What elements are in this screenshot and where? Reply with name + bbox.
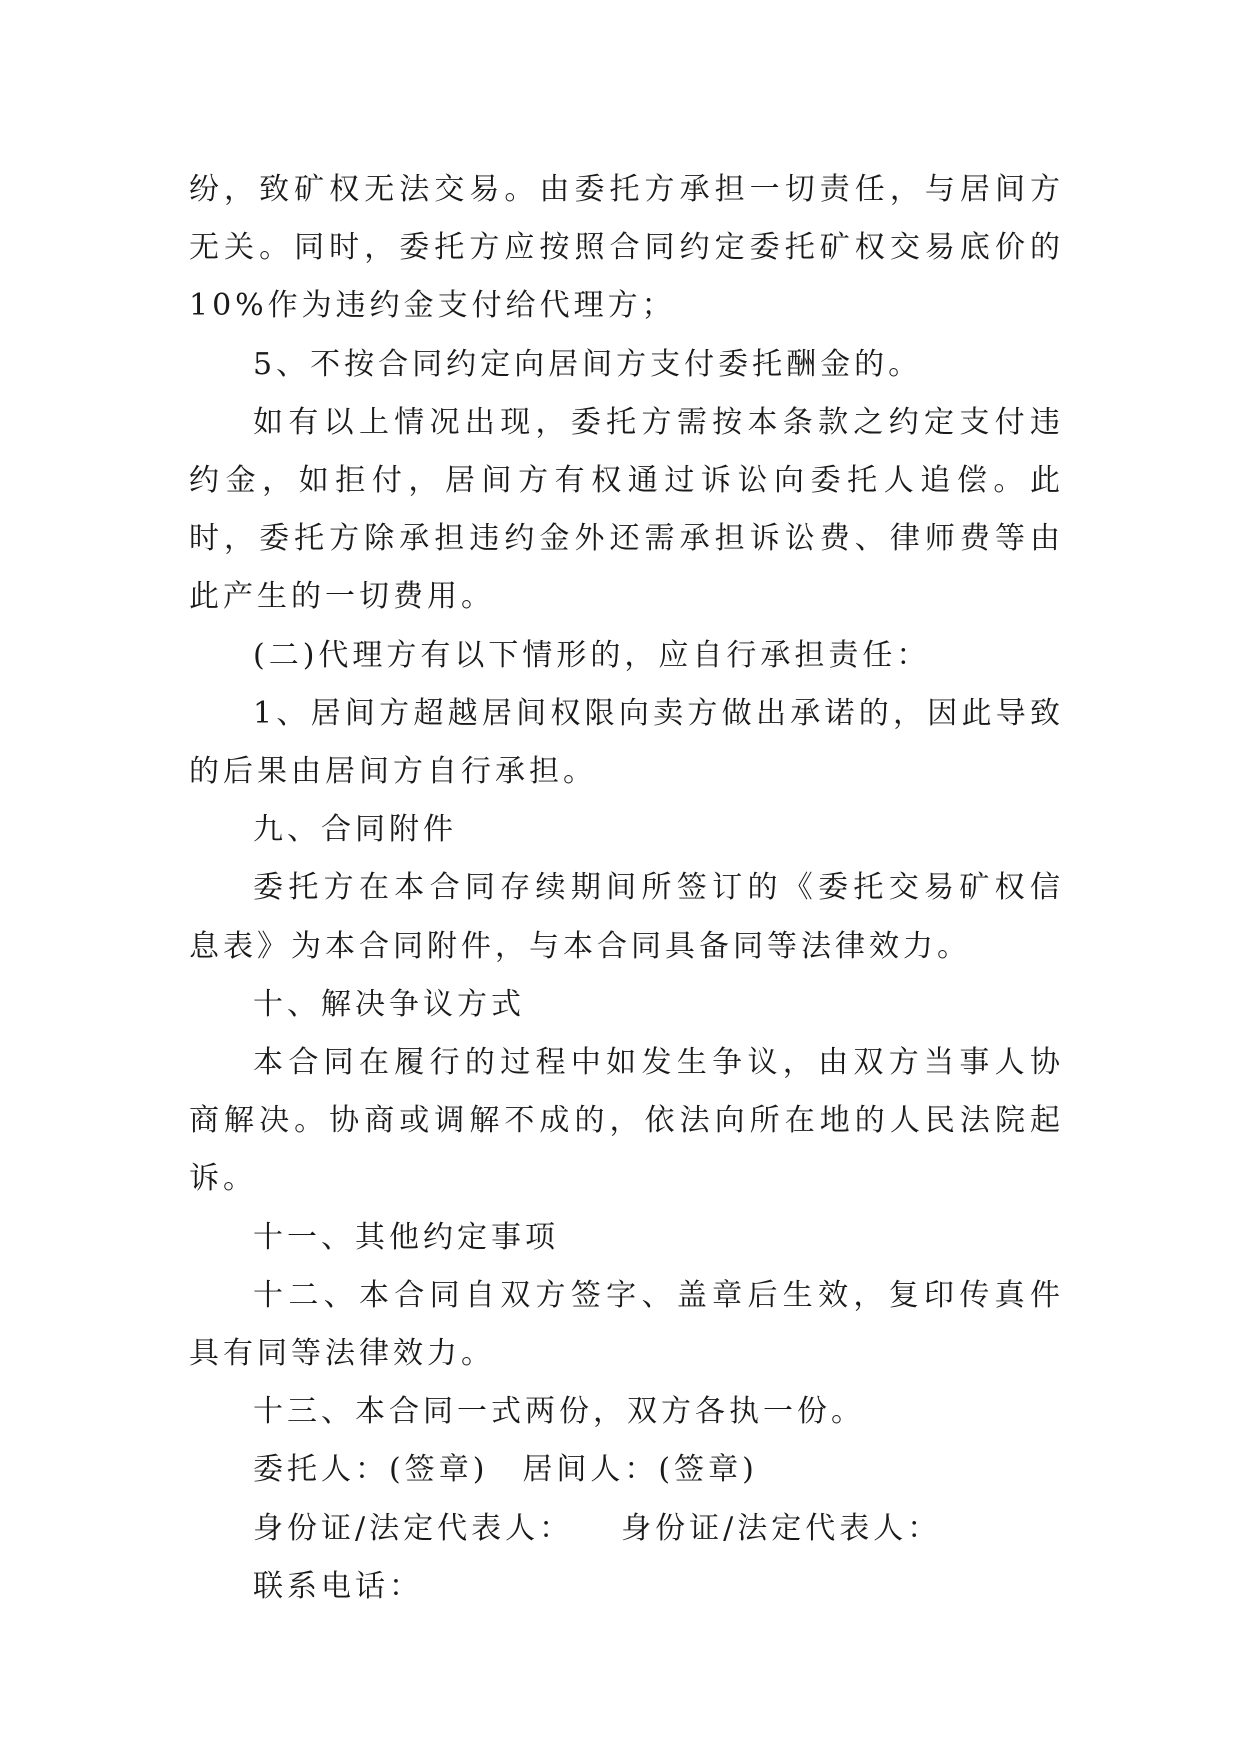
heading-contract-attachment: 九、合同附件 bbox=[253, 812, 457, 848]
heading-dispute-resolution: 十、解决争议方式 bbox=[253, 986, 525, 1022]
client-id-label: 身份证/法定代表人： bbox=[253, 1510, 574, 1546]
document-body bbox=[189, 161, 1064, 1616]
client-signature-label: 委托人：(签章) bbox=[253, 1452, 489, 1488]
broker-id-label: 身份证/法定代表人： bbox=[621, 1510, 942, 1546]
phone-line bbox=[189, 1558, 1064, 1616]
paragraph-liability-continued: 纷，致矿权无法交易。由委托方承担一切责任，与居间方无关。同时，委托方应按照合同约定委托矿权交易底价的 10%作为违约金支付给代理方； bbox=[189, 172, 1064, 324]
signature-line bbox=[189, 1441, 1064, 1499]
broker-signature-label: 居间人：(签章) bbox=[522, 1452, 758, 1488]
paragraph-copies: 十三、本合同一式两份，双方各执一份。 bbox=[253, 1394, 865, 1430]
paragraph-attachment: 委托方在本合同存续期间所签订的《委托交易矿权信息表》为本合同附件，与本合同具备同等法律效力。 bbox=[189, 870, 1064, 964]
paragraph-item-5: 5、不按合同约定向居间方支付委托酬金的。 bbox=[253, 346, 923, 382]
paragraph-effectiveness: 十二、本合同自双方签字、盖章后生效，复印传真件具有同等法律效力。 bbox=[189, 1277, 1064, 1372]
id-representative-line bbox=[189, 1500, 1064, 1558]
phone-label: 联系电话： bbox=[253, 1568, 423, 1604]
paragraph-penalty: 如有以上情况出现，委托方需按本条款之约定支付违约金，如拒付，居间方有权通过诉讼向委托人追偿。此时，委托方除承担违约金外还需承担诉讼费、律师费等由此产生的一切费用。 bbox=[189, 404, 1064, 615]
paragraph-dispute: 本合同在履行的过程中如发生争议，由双方当事人协商解决。协商或调解不成的，依法向所在地的人民法院起诉。 bbox=[189, 1045, 1064, 1197]
paragraph-section-two-heading: (二)代理方有以下情形的，应自行承担责任： bbox=[253, 637, 931, 673]
paragraph-item-1: 1、居间方超越居间权限向卖方做出承诺的，因此导致的后果由居间方自行承担。 bbox=[189, 695, 1064, 790]
heading-other-matters: 十一、其他约定事项 bbox=[253, 1219, 559, 1255]
